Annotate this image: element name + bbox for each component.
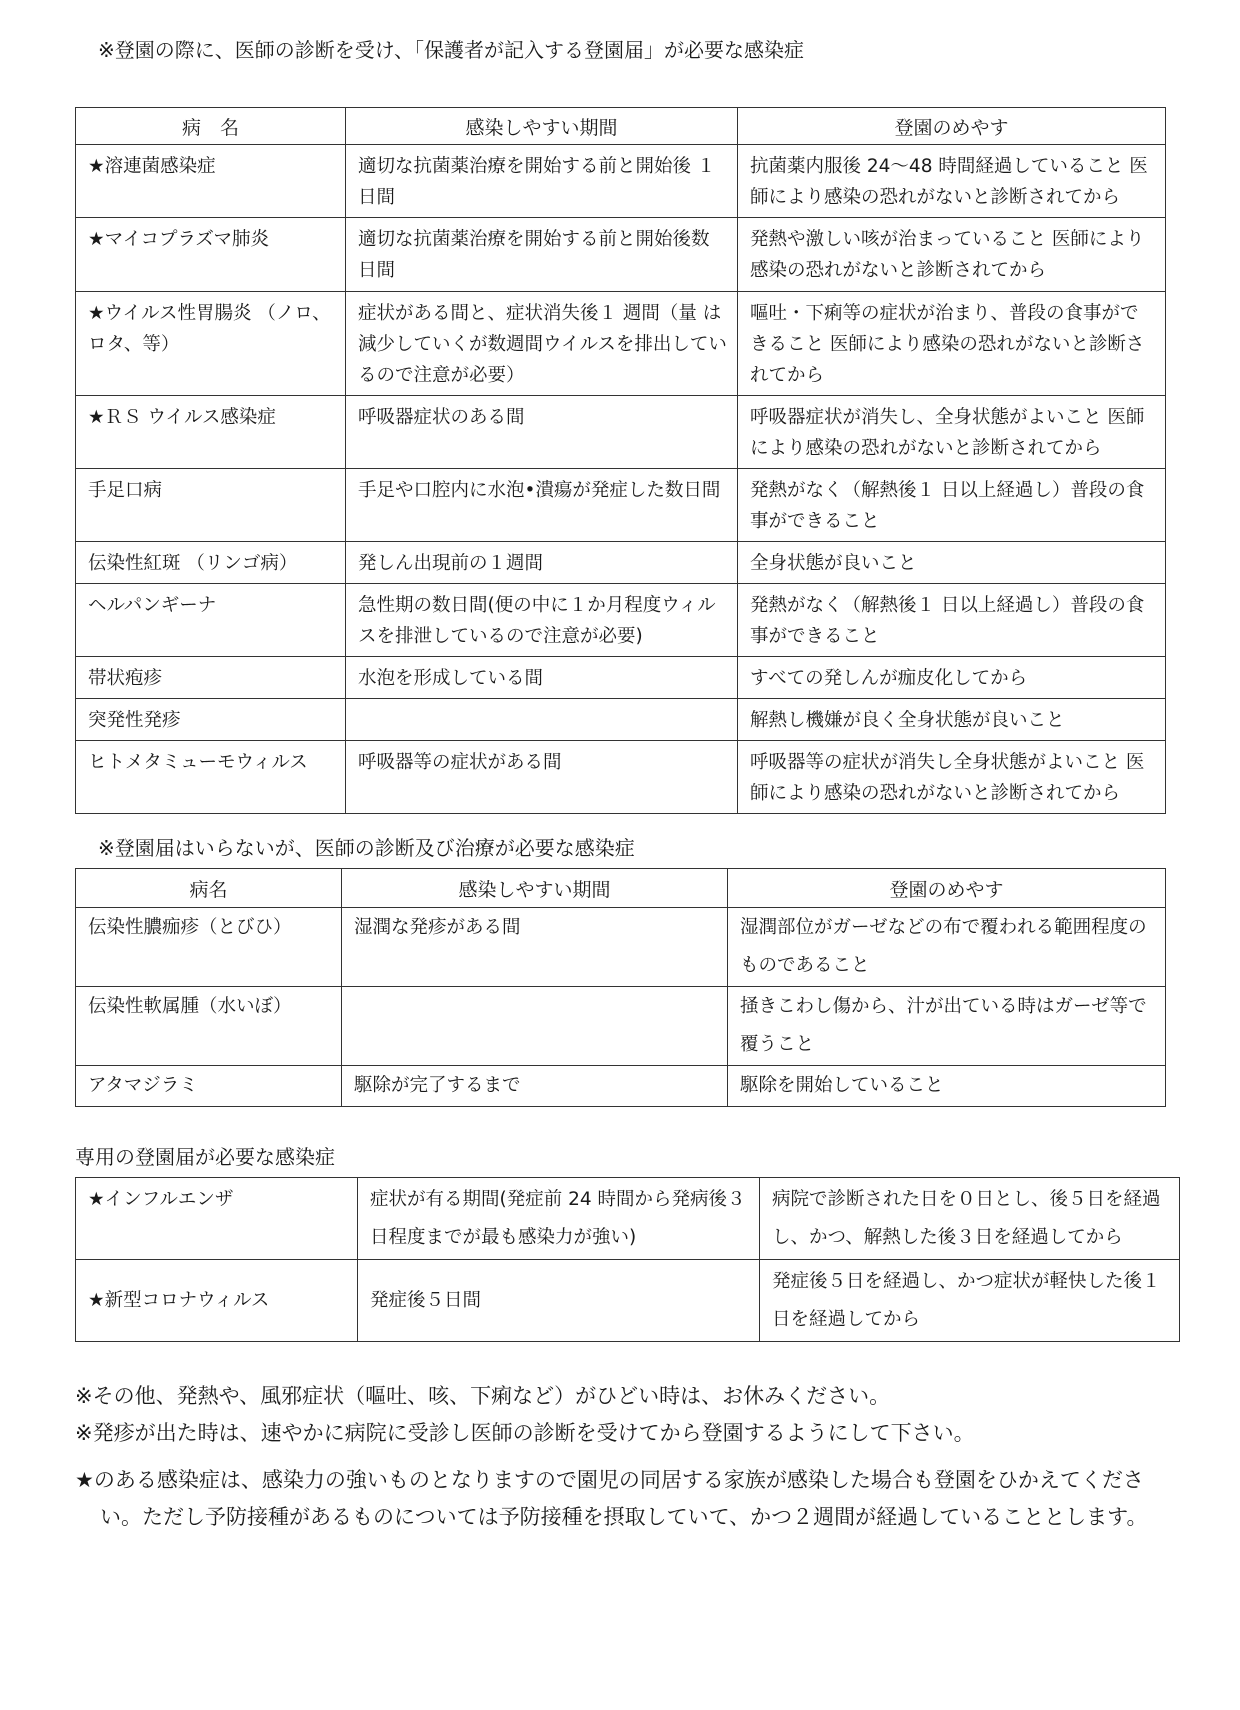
disease-name: 手足口病 bbox=[76, 469, 346, 542]
disease-name: 伝染性膿痂疹（とびひ） bbox=[76, 908, 342, 987]
infectious-period: 適切な抗菌薬治療を開始する前と開始後 １日間 bbox=[346, 145, 738, 218]
table-row bbox=[76, 987, 1166, 1066]
return-guideline: 解熱し機嫌が良く全身状態が良いこと bbox=[738, 699, 1166, 741]
table-row bbox=[76, 1260, 1180, 1342]
disease-name: 伝染性軟属腫（水いぼ） bbox=[76, 987, 342, 1066]
return-guideline: 発熱がなく（解熱後１ 日以上経過し）普段の食事ができること bbox=[738, 584, 1166, 657]
return-guideline: 嘔吐・下痢等の症状が治まり、普段の食事ができること 医師により感染の恐れがないと診断されてから bbox=[738, 292, 1166, 396]
table-row bbox=[76, 699, 1166, 741]
table-row bbox=[76, 145, 1166, 218]
infectious-period: 発しん出現前の１週間 bbox=[346, 542, 738, 584]
table-row bbox=[76, 741, 1166, 814]
return-guideline: 全身状態が良いこと bbox=[738, 542, 1166, 584]
return-guideline: 呼吸器症状が消失し、全身状態がよいこと 医師により感染の恐れがないと診断されてから bbox=[738, 396, 1166, 469]
infectious-period: 適切な抗菌薬治療を開始する前と開始後数日間 bbox=[346, 218, 738, 292]
infectious-period: 症状がある間と、症状消失後１ 週間（量 は減少していくが数週間ウイルスを排出しているので注意が必要） bbox=[346, 292, 738, 396]
infectious-period: 湿潤な発疹がある間 bbox=[342, 908, 728, 987]
return-guideline: 呼吸器等の症状が消失し全身状態がよいこと 医師により感染の恐れがないと診断されてから bbox=[738, 741, 1166, 814]
return-guideline: 病院で診断された日を０日とし、後５日を経過し、かつ、解熱した後３日を経過してから bbox=[760, 1178, 1180, 1260]
disease-name: 突発性発疹 bbox=[76, 699, 346, 741]
table-row bbox=[76, 584, 1166, 657]
infectious-period: 駆除が完了するまで bbox=[342, 1066, 728, 1107]
disease-name: アタマジラミ bbox=[76, 1066, 342, 1107]
infectious-period: 水泡を形成している間 bbox=[346, 657, 738, 699]
table-special-form-required bbox=[75, 1177, 1180, 1342]
return-guideline: 抗菌薬内服後 24～48 時間経過していること 医師により感染の恐れがないと診断されてから bbox=[738, 145, 1166, 218]
header-disease: 病名 bbox=[76, 869, 342, 908]
table-row bbox=[76, 396, 1166, 469]
infectious-period: 症状が有る期間(発症前 24 時間から発病後３日程度までが最も感染力が強い) bbox=[358, 1178, 760, 1260]
table-row bbox=[76, 218, 1166, 292]
disease-name: ★新型コロナウィルス bbox=[76, 1260, 358, 1342]
disease-name: ★溶連菌感染症 bbox=[76, 145, 346, 218]
disease-name: ヒトメタミューモウィルス bbox=[76, 741, 346, 814]
star-note bbox=[75, 1462, 1185, 1536]
disease-name: 伝染性紅斑 （リンゴ病） bbox=[76, 542, 346, 584]
infectious-period: 呼吸器症状のある間 bbox=[346, 396, 738, 469]
infectious-period: 呼吸器等の症状がある間 bbox=[346, 741, 738, 814]
disease-name: ★ウイルス性胃腸炎 （ノロ、ロタ、等） bbox=[76, 292, 346, 396]
note-rest-when-ill: ※その他、発熱や、風邪症状（嘔吐、咳、下痢など）がひどい時は、お休みください。 bbox=[75, 1384, 891, 1408]
disease-name: ★ＲＳ ウイルス感染症 bbox=[76, 396, 346, 469]
table-row bbox=[76, 542, 1166, 584]
header-disease: 病 名 bbox=[76, 108, 346, 145]
return-guideline: すべての発しんが痂皮化してから bbox=[738, 657, 1166, 699]
return-guideline: 駆除を開始していること bbox=[728, 1066, 1166, 1107]
return-guideline: 湿潤部位がガーゼなどの布で覆われる範囲程度のものであること bbox=[728, 908, 1166, 987]
header-period: 感染しやすい期間 bbox=[342, 869, 728, 908]
return-guideline: 発熱や激しい咳が治まっていること 医師により感染の恐れがないと診断されてから bbox=[738, 218, 1166, 292]
table-row bbox=[76, 1066, 1166, 1107]
section3-heading: 専用の登園届が必要な感染症 bbox=[75, 1145, 335, 1169]
return-guideline: 発症後５日を経過し、かつ症状が軽快した後１日を経過してから bbox=[760, 1260, 1180, 1342]
infectious-period: 急性期の数日間(便の中に１か月程度ウィルスを排泄しているので注意が必要) bbox=[346, 584, 738, 657]
table-row bbox=[76, 1178, 1180, 1260]
disease-name: 帯状疱疹 bbox=[76, 657, 346, 699]
disease-name: ★インフルエンザ bbox=[76, 1178, 358, 1260]
return-guideline: 発熱がなく（解熱後１ 日以上経過し）普段の食事ができること bbox=[738, 469, 1166, 542]
table-row bbox=[76, 908, 1166, 987]
infectious-period bbox=[342, 987, 728, 1066]
header-guide: 登園のめやす bbox=[728, 869, 1166, 908]
disease-name: ヘルパンギーナ bbox=[76, 584, 346, 657]
table-treatment-required bbox=[75, 868, 1166, 1107]
table-row bbox=[76, 469, 1166, 542]
section1-heading: ※登園の際に、医師の診断を受け、「保護者が記入する登園届」が必要な感染症 bbox=[98, 38, 804, 62]
infectious-period: 手足や口腔内に水泡•潰瘍が発症した数日間 bbox=[346, 469, 738, 542]
table-header-row bbox=[76, 869, 1166, 908]
note-rash-see-doctor: ※発疹が出た時は、速やかに病院に受診し医師の診断を受けてから登園するようにして下さい。 bbox=[75, 1421, 975, 1445]
header-guide: 登園のめやす bbox=[738, 108, 1166, 145]
table-registration-required bbox=[75, 107, 1166, 814]
disease-name: ★マイコプラズマ肺炎 bbox=[76, 218, 346, 292]
table-header-row bbox=[76, 108, 1166, 145]
star-note-text: ★のある感染症は、感染力の強いものとなりますので園児の同居する家族が感染した場合も登園をひかえてください。ただし予防接種があるものについては予防接種を摂取していて、かつ２週間が経過していることとします。 bbox=[75, 1468, 1148, 1529]
return-guideline: 掻きこわし傷から、汁が出ている時はガーゼ等で覆うこと bbox=[728, 987, 1166, 1066]
table-row bbox=[76, 657, 1166, 699]
section2-heading: ※登園届はいらないが、医師の診断及び治療が必要な感染症 bbox=[98, 836, 635, 860]
infectious-period bbox=[346, 699, 738, 741]
header-period: 感染しやすい期間 bbox=[346, 108, 738, 145]
table-row bbox=[76, 292, 1166, 396]
infectious-period: 発症後５日間 bbox=[358, 1260, 760, 1342]
